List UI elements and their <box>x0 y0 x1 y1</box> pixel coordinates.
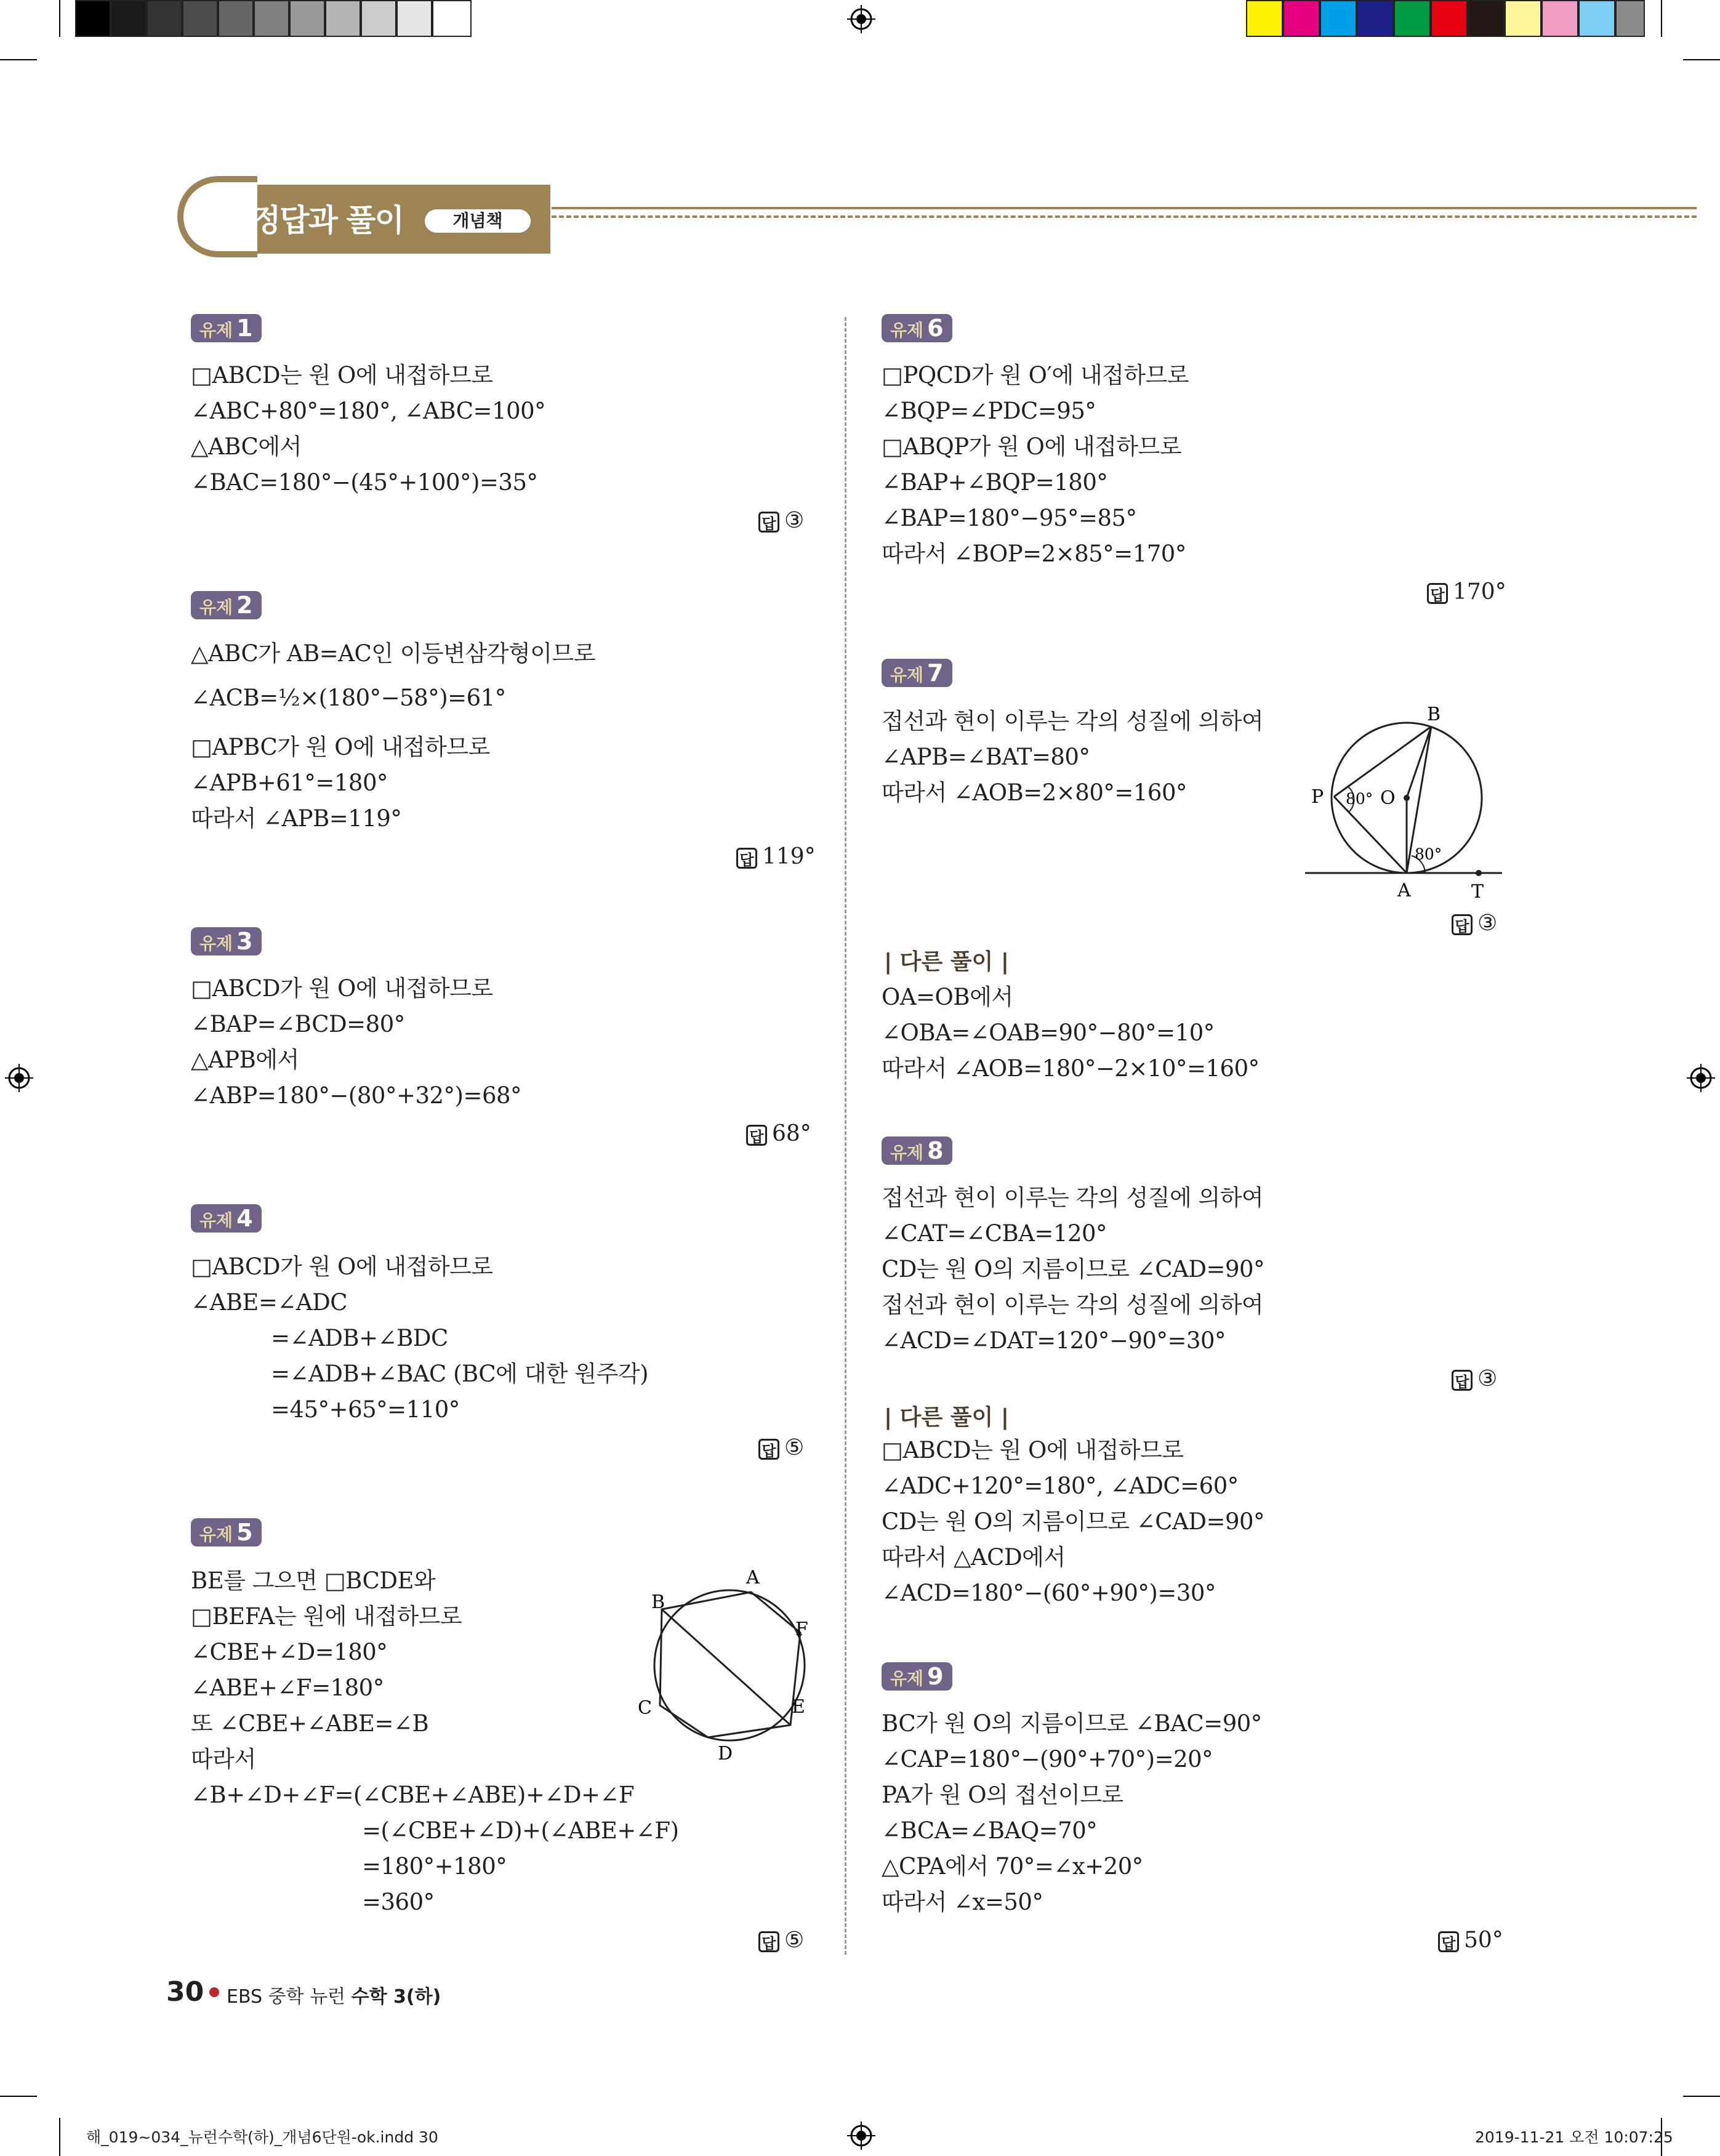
solution-line: ∠APB+61°=180° <box>191 770 388 796</box>
problem-badge: 유제 2 <box>191 591 262 619</box>
bullet-icon <box>209 1987 219 1997</box>
tangent-circle-diagram <box>1299 706 1508 909</box>
solution-line: 따라서 ∠AOB=2×80°=160° <box>882 779 1187 806</box>
answer-mark-icon: 답 <box>758 512 779 533</box>
answer: 답 ⑤ <box>758 1434 804 1462</box>
answer: 답 ⑤ <box>758 1927 804 1954</box>
solution-line: =360° <box>362 1889 435 1915</box>
solution-line: ∠BAC=180°−(45°+100°)=35° <box>191 469 538 496</box>
answer: 답 119° <box>736 843 816 871</box>
solution-line: ∠ABE=∠ADC <box>191 1289 348 1316</box>
solution-line: 따라서 ∠APB=119° <box>191 805 402 832</box>
hexagon-in-circle-diagram <box>634 1564 825 1767</box>
solution-line: 따라서 ∠x=50° <box>882 1889 1043 1915</box>
solution-line: □BEFA는 원에 내접하므로 <box>191 1603 462 1630</box>
book-title: EBS 중학 뉴런 수학 3(하) <box>227 1986 441 2008</box>
solution-line: ∠BQP=∠PDC=95° <box>882 398 1096 424</box>
answer-mark-icon: 답 <box>1452 1370 1473 1391</box>
solution-line: ∠CBE+∠D=180° <box>191 1639 388 1665</box>
solution-line: ∠B+∠D+∠F=(∠CBE+∠ABE)+∠D+∠F <box>191 1782 635 1808</box>
solution-line: 접선과 현이 이루는 각의 성질에 의하여 <box>882 1185 1264 1211</box>
registration-mark-icon <box>847 2122 875 2150</box>
point-label: F <box>795 1619 808 1640</box>
problem-badge: 유제 8 <box>882 1136 952 1165</box>
slug-date: 2019-11-21 오전 10:07:25 <box>1475 2128 1673 2146</box>
solution-line: ∠CAT=∠CBA=120° <box>882 1220 1107 1247</box>
problem-badge: 유제 7 <box>882 659 952 687</box>
point-label: A <box>1397 880 1411 901</box>
solution-line: 접선과 현이 이루는 각의 성질에 의하여 <box>882 1292 1264 1318</box>
solution-line: 따라서 △ACD에서 <box>882 1544 1066 1571</box>
answer-mark-icon: 답 <box>736 848 757 869</box>
problem-badge: 유제 9 <box>882 1662 952 1691</box>
solution-line: CD는 원 O의 지름이므로 ∠CAD=90° <box>882 1256 1265 1282</box>
solution-line: □ABCD가 원 O에 내접하므로 <box>191 1253 493 1280</box>
solution-line: ∠OBA=∠OAB=90°−80°=10° <box>882 1020 1215 1046</box>
solution-line: □ABCD는 원 O에 내접하므로 <box>191 362 493 388</box>
solution-line: □ABCD가 원 O에 내접하므로 <box>191 975 493 1002</box>
alt-solution-label: | 다른 풀이 | <box>884 1405 1010 1430</box>
header-title: 정답과 풀이 <box>251 203 403 238</box>
solution-line: OA=OB에서 <box>882 984 1013 1010</box>
point-label: B <box>651 1591 665 1613</box>
solution-line: ∠BCA=∠BAQ=70° <box>882 1817 1098 1844</box>
solution-line: ∠ACD=180°−(60°+90°)=30° <box>882 1580 1216 1606</box>
problem-badge: 유제 1 <box>191 314 262 342</box>
solution-line: ∠BAP+∠BQP=180° <box>882 469 1108 496</box>
point-label: O <box>1380 787 1396 809</box>
solution-line: 따라서 <box>191 1746 256 1772</box>
solution-line: ∠ABC+80°=180°, ∠ABC=100° <box>191 398 546 424</box>
solution-line: =∠ADB+∠BAC (BC에 대한 원주각) <box>271 1361 649 1387</box>
solution-line: 따라서 ∠BOP=2×85°=170° <box>882 541 1186 567</box>
header-dashed-rule <box>552 215 1697 218</box>
answer: 답 68° <box>746 1120 811 1148</box>
alt-solution-label: | 다른 풀이 | <box>884 949 1010 975</box>
solution-line: ∠BAP=∠BCD=80° <box>191 1011 405 1037</box>
solution-line: △CPA에서 70°=∠x+20° <box>882 1853 1143 1880</box>
solution-line: △ABC가 AB=AC인 이등변삼각형이므로 <box>191 640 595 667</box>
solution-line: =(∠CBE+∠D)+(∠ABE+∠F) <box>362 1817 679 1844</box>
solution-line: ∠BAP=180°−95°=85° <box>882 505 1137 531</box>
page-number: 30 <box>166 1976 204 2008</box>
answer-mark-icon: 답 <box>746 1125 767 1146</box>
slug-filename: 해_019~034_뉴런수학(하)_개념6단원-ok.indd 30 <box>86 2128 438 2146</box>
answer: 답 ③ <box>1452 910 1497 937</box>
solution-line: △ABC에서 <box>191 433 302 460</box>
solution-line: ∠ABP=180°−(80°+32°)=68° <box>191 1082 522 1109</box>
answer: 답 ③ <box>758 507 804 534</box>
answer: 답 ③ <box>1452 1366 1497 1393</box>
point-label: A <box>746 1567 760 1588</box>
registration-mark-icon <box>5 1064 33 1092</box>
header-arc <box>177 176 257 257</box>
solution-line: △APB에서 <box>191 1047 299 1073</box>
problem-badge: 유제 4 <box>191 1204 262 1233</box>
answer: 답 50° <box>1438 1927 1503 1954</box>
answer-mark-icon: 답 <box>758 1931 779 1952</box>
solution-line: 또 ∠CBE+∠ABE=∠B <box>191 1710 429 1737</box>
solution-line: CD는 원 O의 지름이므로 ∠CAD=90° <box>882 1508 1265 1535</box>
solution-line: ∠ACD=∠DAT=120°−90°=30° <box>882 1327 1226 1354</box>
point-label: D <box>718 1743 733 1764</box>
solution-line: =∠ADB+∠BDC <box>271 1325 448 1351</box>
solution-line: ∠APB=∠BAT=80° <box>882 744 1090 770</box>
point-label: P <box>1311 786 1324 808</box>
solution-line: □ABQP가 원 O에 내접하므로 <box>882 433 1182 460</box>
solution-line: □APBC가 원 O에 내접하므로 <box>191 734 490 760</box>
solution-line: PA가 원 O의 접선이므로 <box>882 1782 1123 1808</box>
point-label: E <box>792 1696 805 1718</box>
registration-mark-icon <box>1687 1064 1715 1092</box>
point-label: C <box>638 1697 652 1719</box>
solution-line: ∠ABE+∠F=180° <box>191 1675 384 1701</box>
problem-badge: 유제 5 <box>191 1518 262 1547</box>
answer-mark-icon: 답 <box>1427 583 1448 604</box>
solution-line: ∠ADC+120°=180°, ∠ADC=60° <box>882 1473 1239 1499</box>
answer: 답 170° <box>1427 579 1506 606</box>
solution-line: =45°+65°=110° <box>271 1396 460 1423</box>
answer-mark-icon: 답 <box>1452 914 1473 935</box>
solution-line: 따라서 ∠AOB=180°−2×10°=160° <box>882 1055 1260 1082</box>
solution-line: ∠ACB=½×(180°−58°)=61° <box>191 685 506 711</box>
solution-line: □PQCD가 원 O′에 내접하므로 <box>882 362 1189 388</box>
angle-label: 80° <box>1415 845 1442 863</box>
solution-line: 접선과 현이 이루는 각의 성질에 의하여 <box>882 708 1264 734</box>
point-label: B <box>1427 706 1441 725</box>
solution-line: BC가 원 O의 지름이므로 ∠BAC=90° <box>882 1710 1262 1737</box>
problem-badge: 유제 6 <box>882 314 952 342</box>
column-separator <box>845 317 846 1955</box>
solution-line: ∠CAP=180°−(90°+70°)=20° <box>882 1746 1213 1772</box>
header-rule <box>552 207 1697 209</box>
solution-line: =180°+180° <box>362 1853 507 1880</box>
solution-line: □ABCD는 원 O에 내접하므로 <box>882 1437 1184 1463</box>
answer-mark-icon: 답 <box>1438 1931 1459 1952</box>
registration-mark-icon <box>847 5 875 33</box>
angle-label: 80° <box>1346 790 1373 808</box>
point-label: T <box>1471 881 1484 903</box>
answer-mark-icon: 답 <box>758 1439 779 1460</box>
solution-line: BE를 그으면 □BCDE와 <box>191 1567 436 1594</box>
header-tag: 개념책 <box>425 209 531 233</box>
problem-badge: 유제 3 <box>191 927 262 955</box>
